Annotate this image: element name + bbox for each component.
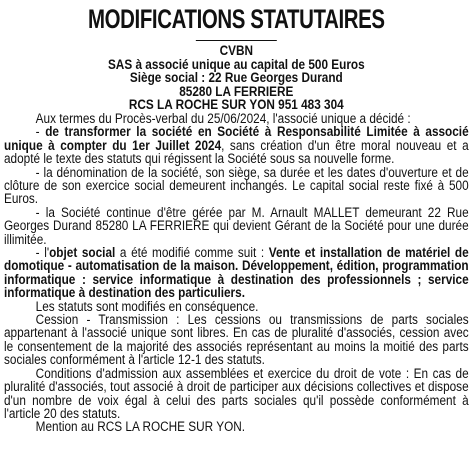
paragraph-transformation xyxy=(4,125,469,165)
title-divider xyxy=(196,40,277,41)
paragraph-manager xyxy=(4,206,469,246)
text-segment: Conditions d'admission aux assemblées et exercice du droit de vote : En cas de pluralité d'associés, tout associé à droit de participer aux décisions collectives et dispose d'un nombre de voix égal à celui des parts sociales qu'il possède conformément à l'article 20 des statuts. xyxy=(4,365,469,421)
paragraph-statutes-modified xyxy=(4,300,469,313)
notice-body xyxy=(4,112,469,434)
paragraph-unchanged-items xyxy=(4,166,469,206)
text-segment: , sans création d'un être moral nouveau et a adopté le texte des statuts qui régissent la Société sous sa nouvelle forme. xyxy=(4,137,469,167)
paragraph-voting-rights xyxy=(4,367,469,421)
paragraph-corporate-purpose xyxy=(4,246,469,300)
legal-notice xyxy=(4,4,469,434)
bold-text-segment: objet social xyxy=(49,245,116,261)
paragraph-rcs-mention xyxy=(4,420,469,433)
paragraph-share-transfer xyxy=(4,313,469,367)
paragraph-decision-intro xyxy=(4,112,469,125)
text-segment: Cession - Transmission : Les cessions ou transmissions de parts sociales appartenant à l'associé unique sont libres. En cas de pluralité d'associés, cession avec le consentement de la majorité des associés représentant au moins la moitié des parts sociales conformément à l'article 12-1 des statuts. xyxy=(4,312,469,368)
office-city: 85280 LA FERRIERE xyxy=(179,83,294,99)
text-segment: - xyxy=(35,124,46,140)
text-segment: Les statuts sont modifiés en conséquence. xyxy=(35,298,259,314)
bold-text-segment: Vente et installation de matériel de domotique - automatisation de la maison. Développement, édition, programmation informatique : service informatique à destination des professionnels ; service informatique à destination des particuliers. xyxy=(4,245,469,301)
company-name: CVBN xyxy=(219,43,254,58)
text-segment: - la dénomination de la société, son siège, sa durée et les dates d'ouverture et de clôture de son exercice social demeurent inchangés. Le capital social reste fixé à 500 Euros. xyxy=(4,164,469,207)
notice-title: MODIFICATIONS STATUTAIRES xyxy=(87,4,385,34)
legal-form: SAS à associé unique au capital de 500 Euros xyxy=(107,56,365,72)
text-segment: Aux termes du Procès-verbal du 25/06/2024, l'associé unique a décidé : xyxy=(35,110,411,126)
bold-text-segment: de transformer la société en Société à Responsabilité Limitée à associé unique à compter du 1er Juillet 2024 xyxy=(4,124,469,153)
text-segment: a été modifié comme suit : xyxy=(115,245,269,261)
text-segment: - l' xyxy=(35,245,50,261)
text-segment: - la Société continue d'être gérée par M. Arnault MALLET demeurant 22 Rue Georges Durand 85280 LA FERRIERE qui devient Gérant de la Société pour une durée illimitée. xyxy=(4,204,469,247)
registered-office: Siège social : 22 Rue Georges Durand xyxy=(129,70,343,86)
rcs-number: RCS LA ROCHE SUR YON 951 483 304 xyxy=(128,97,344,113)
text-segment: Mention au RCS LA ROCHE SUR YON. xyxy=(35,419,246,435)
